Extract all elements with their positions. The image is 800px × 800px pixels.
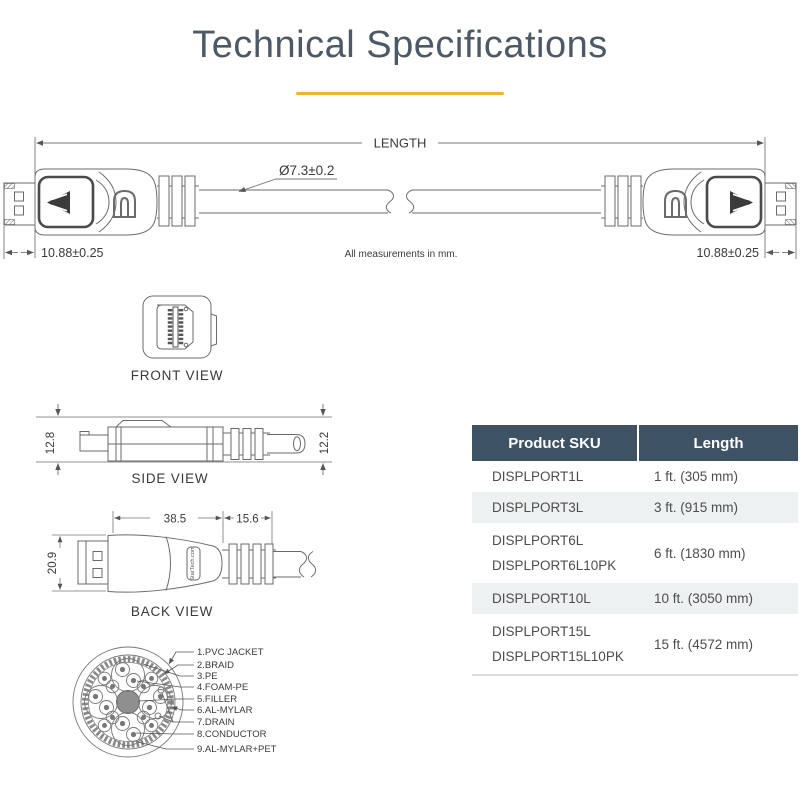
- cross-section-label-1: 1.PVC JACKET: [197, 647, 264, 658]
- back-view-dim-body: 38.5: [163, 513, 187, 526]
- back-view-label: BACK VIEW: [130, 604, 214, 619]
- length-cell: 10 ft. (3050 mm): [654, 591, 754, 606]
- cross-section-label-2: 2.BRAID: [197, 660, 234, 671]
- plug-dimension-left: 10.88±0.25: [41, 246, 104, 260]
- side-view-label: SIDE VIEW: [131, 471, 209, 486]
- side-view-figure: [36, 404, 332, 486]
- page-title: Technical Specifications: [192, 24, 608, 66]
- length-cell: 1 ft. (305 mm): [654, 469, 739, 484]
- table-row: [472, 614, 798, 676]
- plug-dimension-right: 10.88±0.25: [696, 246, 759, 260]
- cross-section-label-9: 9.AL-MYLAR+PET: [197, 744, 277, 755]
- table-row: [472, 492, 798, 523]
- sku-cell: [472, 624, 640, 664]
- table-header-length: Length: [639, 425, 798, 461]
- cross-section-label-5: 5.FILLER: [197, 694, 238, 705]
- front-view-label: FRONT VIEW: [130, 368, 224, 383]
- sku-cell: [472, 533, 640, 573]
- length-cell: 15 ft. (4572 mm): [654, 636, 754, 652]
- table-row: [472, 461, 798, 492]
- cross-section-figure: [73, 647, 277, 757]
- cross-section-label-8: 8.CONDUCTOR: [197, 729, 267, 740]
- sku-line: DISPLPORT6L10PK: [492, 558, 617, 573]
- table-row: [472, 583, 798, 614]
- sku-cell: DISPLPORT3L: [492, 500, 584, 515]
- cross-section-label-3: 3.PE: [197, 671, 218, 682]
- sku-cell: DISPLPORT1L: [492, 469, 584, 484]
- brand-text: StarTech.com: [189, 546, 196, 581]
- back-view-figure: [47, 511, 316, 619]
- cable-drawing: [4, 136, 796, 261]
- table-header-row: [472, 425, 798, 461]
- cross-section-label-4: 4.FOAM-PE: [197, 682, 249, 693]
- cross-section-label-6: 6.AL-MYLAR: [197, 705, 253, 716]
- sku-line: DISPLPORT6L: [492, 533, 584, 548]
- front-view-figure: [131, 296, 224, 383]
- back-view-dim-height: 20.9: [47, 551, 59, 575]
- cross-section-label-7: 7.DRAIN: [197, 717, 235, 728]
- sku-cell: DISPLPORT10L: [492, 591, 591, 606]
- length-cell: 6 ft. (1830 mm): [654, 545, 746, 561]
- side-view-dim-front: 12.8: [45, 431, 57, 455]
- sku-line: DISPLPORT15L: [492, 624, 591, 639]
- length-cell: 3 ft. (915 mm): [654, 500, 739, 515]
- table-row: [472, 523, 798, 583]
- units-note: All measurements in mm.: [344, 249, 458, 260]
- diameter-dimension-label: Ø7.3±0.2: [279, 163, 335, 178]
- side-view-dim-back: 12.2: [319, 431, 331, 455]
- back-view-dim-relief: 15.6: [236, 513, 259, 526]
- sku-length-table: [472, 425, 798, 676]
- table-header-product-sku: Product SKU: [472, 425, 637, 461]
- length-dimension-label: LENGTH: [373, 135, 427, 151]
- sku-line: DISPLPORT15L10PK: [492, 649, 624, 664]
